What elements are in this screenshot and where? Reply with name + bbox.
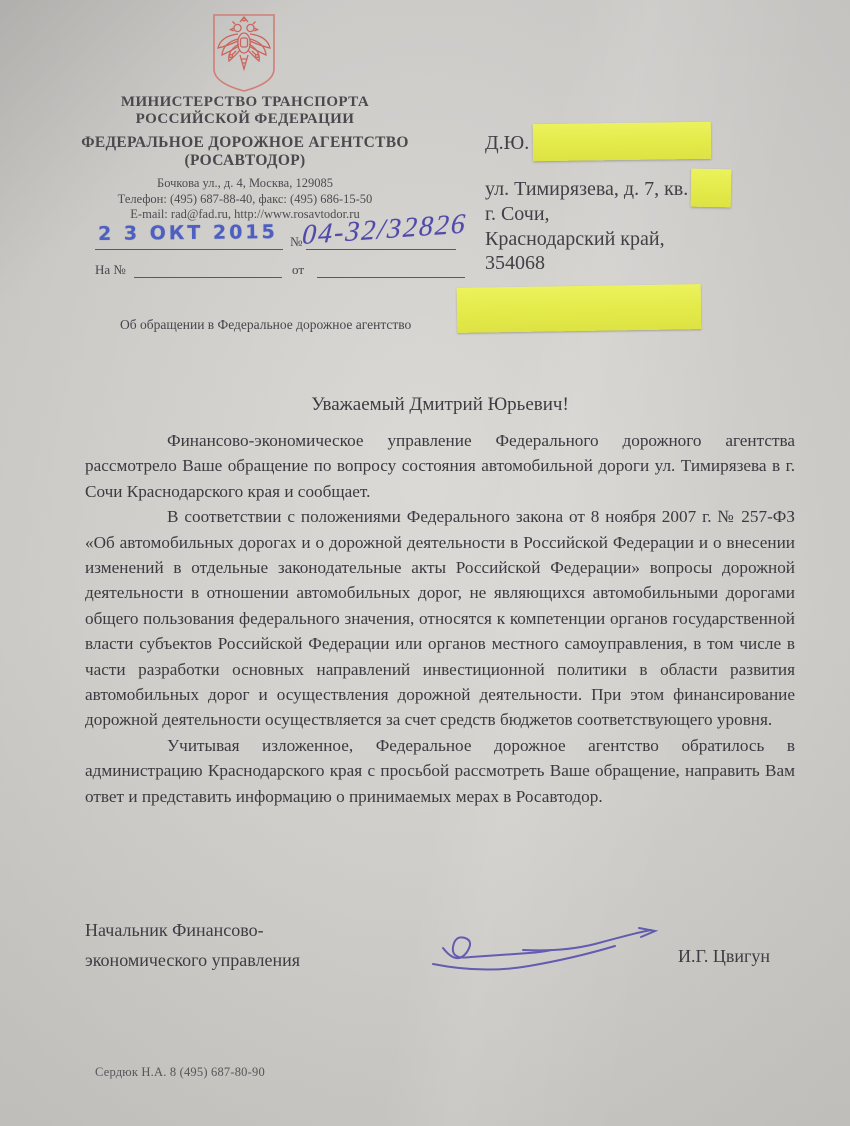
date-stamp: 2 3 ОКТ 2015 — [97, 221, 278, 245]
letter-body — [85, 428, 795, 809]
recipient-address-line3: Краснодарский край, — [485, 228, 665, 250]
subject-line: Об обращении в Федеральное дорожное агентство — [120, 317, 412, 332]
recipient-address-line4: 354068 — [485, 252, 545, 274]
agency-name-line2: (РОСАВТОДОР) — [184, 151, 306, 169]
incoming-ref-label: На № — [95, 262, 126, 277]
signer-title-line1: Начальник Финансово- — [85, 920, 264, 940]
redaction-sticker-name — [533, 122, 711, 161]
coat-of-arms-icon — [211, 13, 277, 93]
agency-name — [40, 134, 450, 169]
body-paragraph-1: Финансово-экономическое управление Федерального дорожного агентства рассмотрело Ваше обращение по вопросу состояния автомобильной дороги ул. Тимирязева в г. Сочи Краснодарского края и сообщает. — [85, 431, 795, 501]
agency-phone: Телефон: (495) 687-88-40, факс: (495) 686-15-50 — [117, 191, 373, 206]
salutation: Уважаемый Дмитрий Юрьевич! — [311, 394, 569, 415]
ref-number-label: № — [290, 234, 303, 249]
ministry-name — [40, 94, 450, 128]
agency-email: E-mail: rad@fad.ru, http://www.rosavtodor.ru — [130, 207, 360, 221]
recipient-name-prefix: Д.Ю. — [485, 132, 530, 154]
signer-title-line2: экономического управления — [85, 950, 301, 970]
agency-address: Бочкова ул., д. 4, Москва, 129085 — [157, 176, 333, 190]
ministry-name-line2: РОССИЙСКОЙ ФЕДЕРАЦИИ — [135, 111, 355, 127]
recipient-address-line1: ул. Тимирязева, д. 7, кв. — [485, 178, 689, 200]
body-paragraph-3: Учитывая изложенное, Федеральное дорожное агентство обратилось в администрацию Краснодарского края с просьбой рассмотреть Ваше обращение, направить Вам ответ и представить информацию о принимаемых мерах в Росавтодор. — [85, 735, 795, 806]
signer-name: И.Г. Цвигун — [678, 946, 771, 966]
agency-name-line1: ФЕДЕРАЛЬНОЕ ДОРОЖНОЕ АГЕНТСТВО — [81, 134, 409, 151]
recipient-address-line2: г. Сочи, — [485, 203, 550, 225]
signer-title — [85, 915, 300, 975]
redaction-sticker-email — [457, 284, 702, 333]
underline — [95, 249, 283, 250]
ref-number-handwritten: 04-32/32826 — [301, 208, 469, 252]
ministry-name-line1: МИНИСТЕРСТВО ТРАНСПОРТА — [120, 94, 370, 110]
from-label: от — [292, 262, 305, 277]
underline — [317, 277, 465, 278]
underline — [134, 277, 282, 278]
body-paragraph-2: В соответствии с положениями Федерального закона от 8 ноября 2007 г. № 257-ФЗ «Об автомобильных дорогах и о дорожной деятельности в Российской Федерации и о внесении изменений в отдельные законодательные акты Российской Федерации» вопросы дорожной деятельности в отношении автомобильных дорог, не являющихся автомобильными дорогами общего пользования федерального значения, относятся к компетенции органов государственной власти субъектов Российской Федерации или органов местного самоуправления, в том числе в части разработки основных направлений инвестиционной политики в области развития автомобильных дорог и осуществления дорожной деятельности. При этом финансирование дорожной деятельности осуществляется за счет средств бюджетов соответствующего уровня. — [85, 507, 795, 730]
signature-icon — [425, 918, 675, 984]
executor-contact: Сердюк Н.А. 8 (495) 687-80-90 — [95, 1065, 265, 1079]
redaction-sticker-apartment — [691, 169, 732, 208]
